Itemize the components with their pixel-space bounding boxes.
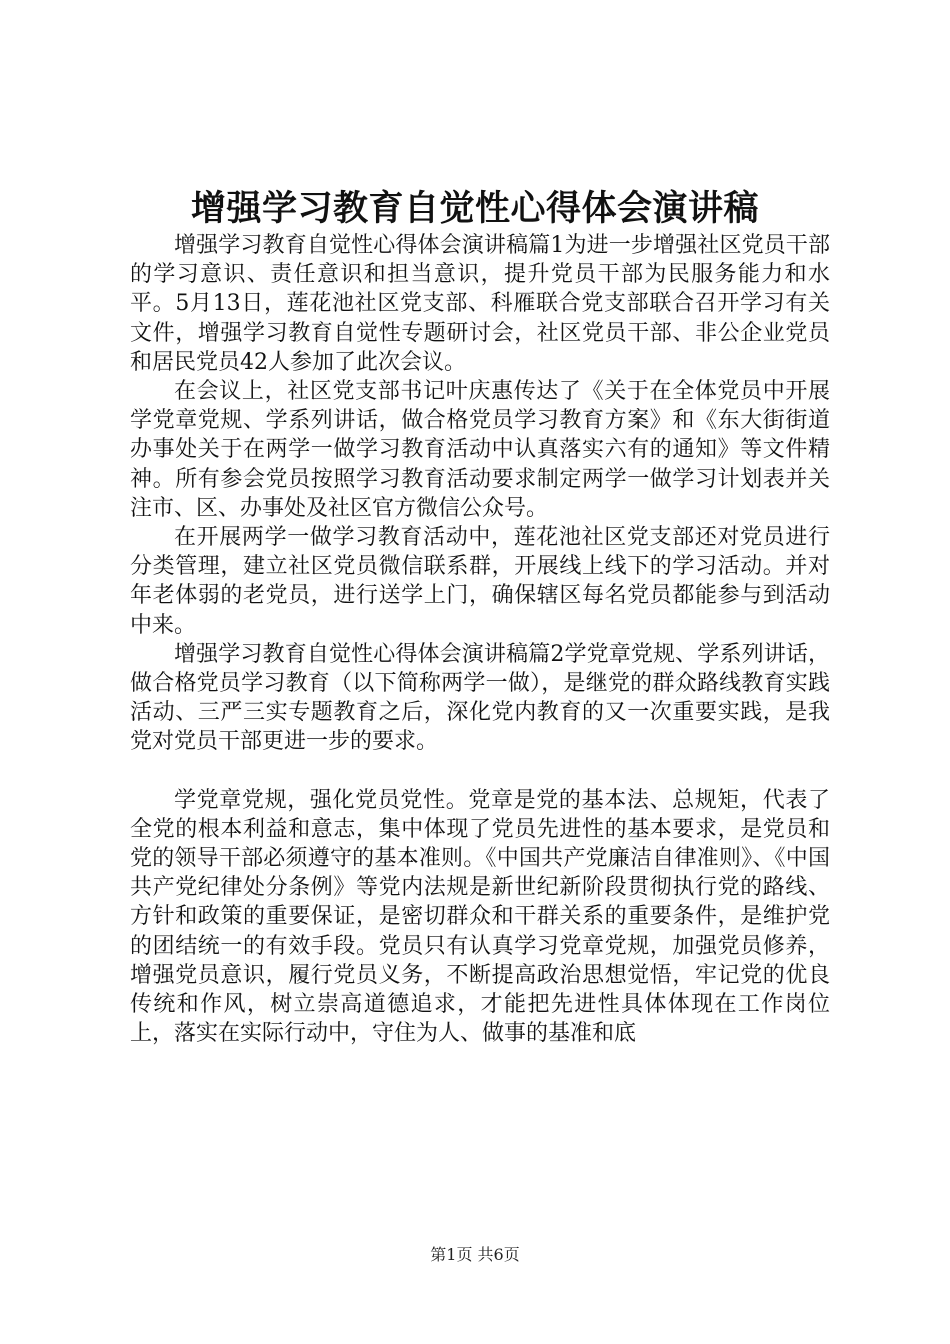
paragraph: 在会议上，社区党支部书记叶庆惠传达了《关于在全体党员中开展学党章党规、学系列讲话，做合格党员学习教育方案》和《东大街街道办事处关于在两学一做学习教育活动中认真落实六有的通知》等文件精神。所有参会党员按照学习教育活动要求制定两学一做学习计划表并关注市、区、办事处及社区官方微信公众号。 [130,379,830,521]
document-title: 增强学习教育自觉性心得体会演讲稿 [190,188,759,229]
document-body [130,231,830,1048]
paragraph: 增强学习教育自觉性心得体会演讲稿篇2学党章党规、学系列讲话，做合格党员学习教育（以下简称两学一做），是继党的群众路线教育实践活动、三严三实专题教育之后，深化党内教育的又一次重要实践，是我党对党员干部更进一步的要求。 [130,641,830,755]
paragraph: 学党章党规，强化党员党性。党章是党的基本法、总规矩，代表了全党的根本利益和意志，集中体现了党员先进性的基本要求，是党员和党的领导干部必须遵守的基本准则。《中国共产党廉洁自律准则》、《中国共产党纪律处分条例》等党内法规是新世纪新阶段贯彻执行党的路线、方针和政策的重要保证，是密切群众和干群关系的重要条件，是维护党的团结统一的有效手段。党员只有认真学习党章党规，加强党员修养，增强党员意识，履行党员义务，不断提高政治思想觉悟，牢记党的优良传统和作风，树立崇高道德追求，才能把先进性具体体现在工作岗位上，落实在实际行动中，守住为人、做事的基准和底 [130,787,830,1047]
page-footer: 第1页 共6页 [430,1245,520,1264]
paragraph-spacer [130,757,830,786]
paragraph: 增强学习教育自觉性心得体会演讲稿篇1为进一步增强社区党员干部的学习意识、责任意识和担当意识，提升党员干部为民服务能力和水平。5月13日，莲花池社区党支部、科雁联合党支部联合召开学习有关文件，增强学习教育自觉性专题研讨会，社区党员干部、非公企业党员和居民党员42人参加了此次会议。 [130,233,830,375]
paragraph: 在开展两学一做学习教育活动中，莲花池社区党支部还对党员进行分类管理，建立社区党员微信联系群，开展线上线下的学习活动。并对年老体弱的老党员，进行送学上门，确保辖区每名党员都能参与到活动中来。 [130,525,830,638]
